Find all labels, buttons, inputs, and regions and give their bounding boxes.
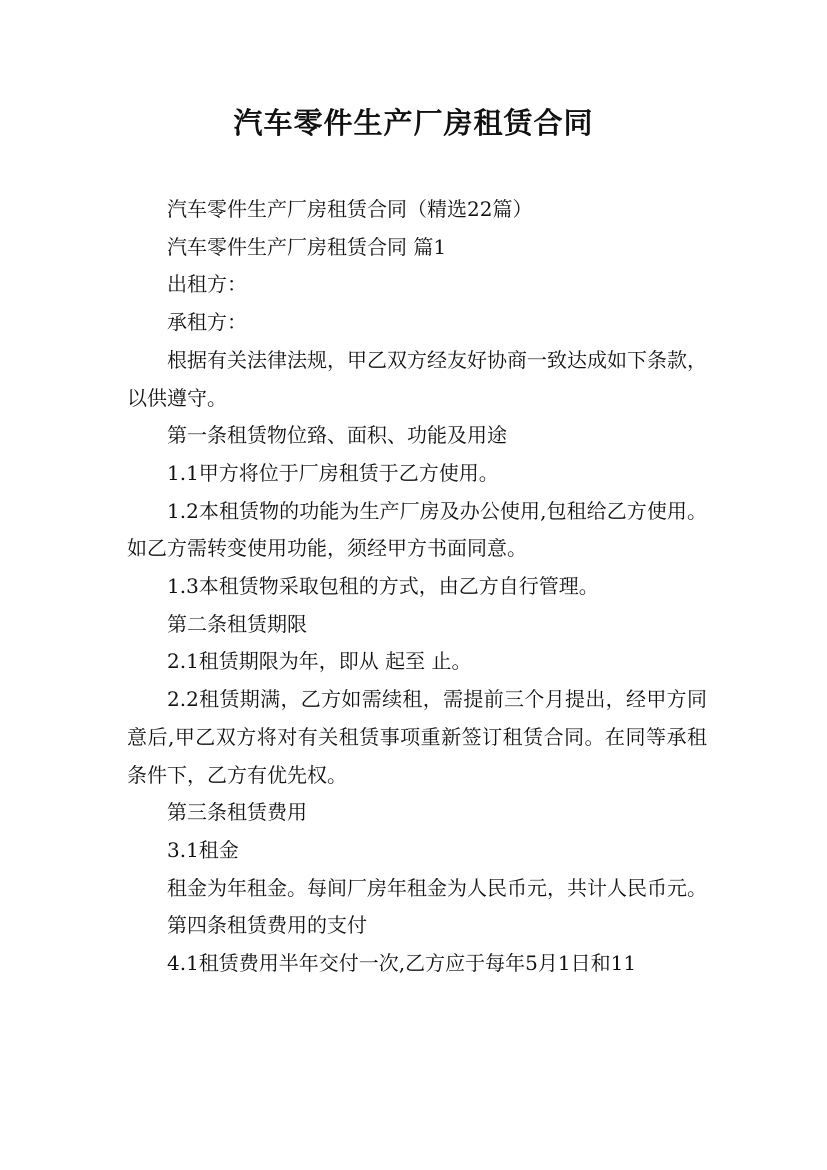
paragraph-section-heading: 汽车零件生产厂房租赁合同 篇1: [167, 234, 447, 259]
paragraph-clause-2-2: 2.2租赁期满，乙方如需续租，需提前三个月提出，经甲方同意后,甲乙双方将对有关租赁事项重新签订租赁合同。在同等承租条件下，乙方有优先权。: [127, 687, 707, 787]
paragraph-clause-1-1: 1.1甲方将位于厂房租赁于乙方使用。: [167, 460, 499, 485]
paragraph-lessee: 承租方：: [167, 310, 247, 335]
paragraph-article-4: 第四条租赁费用的支付: [167, 913, 367, 938]
paragraph-rent: 租金为年租金。每间厂房年租金为人民币元，共计人民币元。: [167, 875, 707, 900]
paragraph-clause-2-1: 2.1租赁期限为年，即从 起至 止。: [167, 649, 472, 674]
paragraph-preamble: 根据有关法律法规，甲乙双方经友好协商一致达成如下条款，以供遵守。: [127, 347, 707, 410]
paragraph-lessor: 出租方：: [167, 272, 247, 297]
paragraph-subtitle: 汽车零件生产厂房租赁合同（精选22篇）: [167, 197, 533, 221]
paragraph-article-1: 第一条租赁物位臵、面积、功能及用途: [167, 423, 507, 448]
paragraph-article-3: 第三条租赁费用: [167, 800, 307, 825]
paragraph-clause-3-1: 3.1租金: [167, 837, 239, 862]
paragraph-clause-1-3: 1.3本租赁物采取包租的方式，由乙方自行管理。: [167, 574, 599, 599]
document-body: [127, 191, 707, 983]
paragraph-article-2: 第二条租赁期限: [167, 611, 307, 636]
paragraph-clause-1-2: 1.2本租赁物的功能为生产厂房及办公使用,包租给乙方使用。如乙方需转变使用功能，须经甲方书面同意。: [127, 498, 707, 561]
paragraph-clause-4-1: 4.1租赁费用半年交付一次,乙方应于每年5月1日和11: [167, 951, 637, 976]
document-title: 汽车零件生产厂房租赁合同: [233, 106, 594, 140]
